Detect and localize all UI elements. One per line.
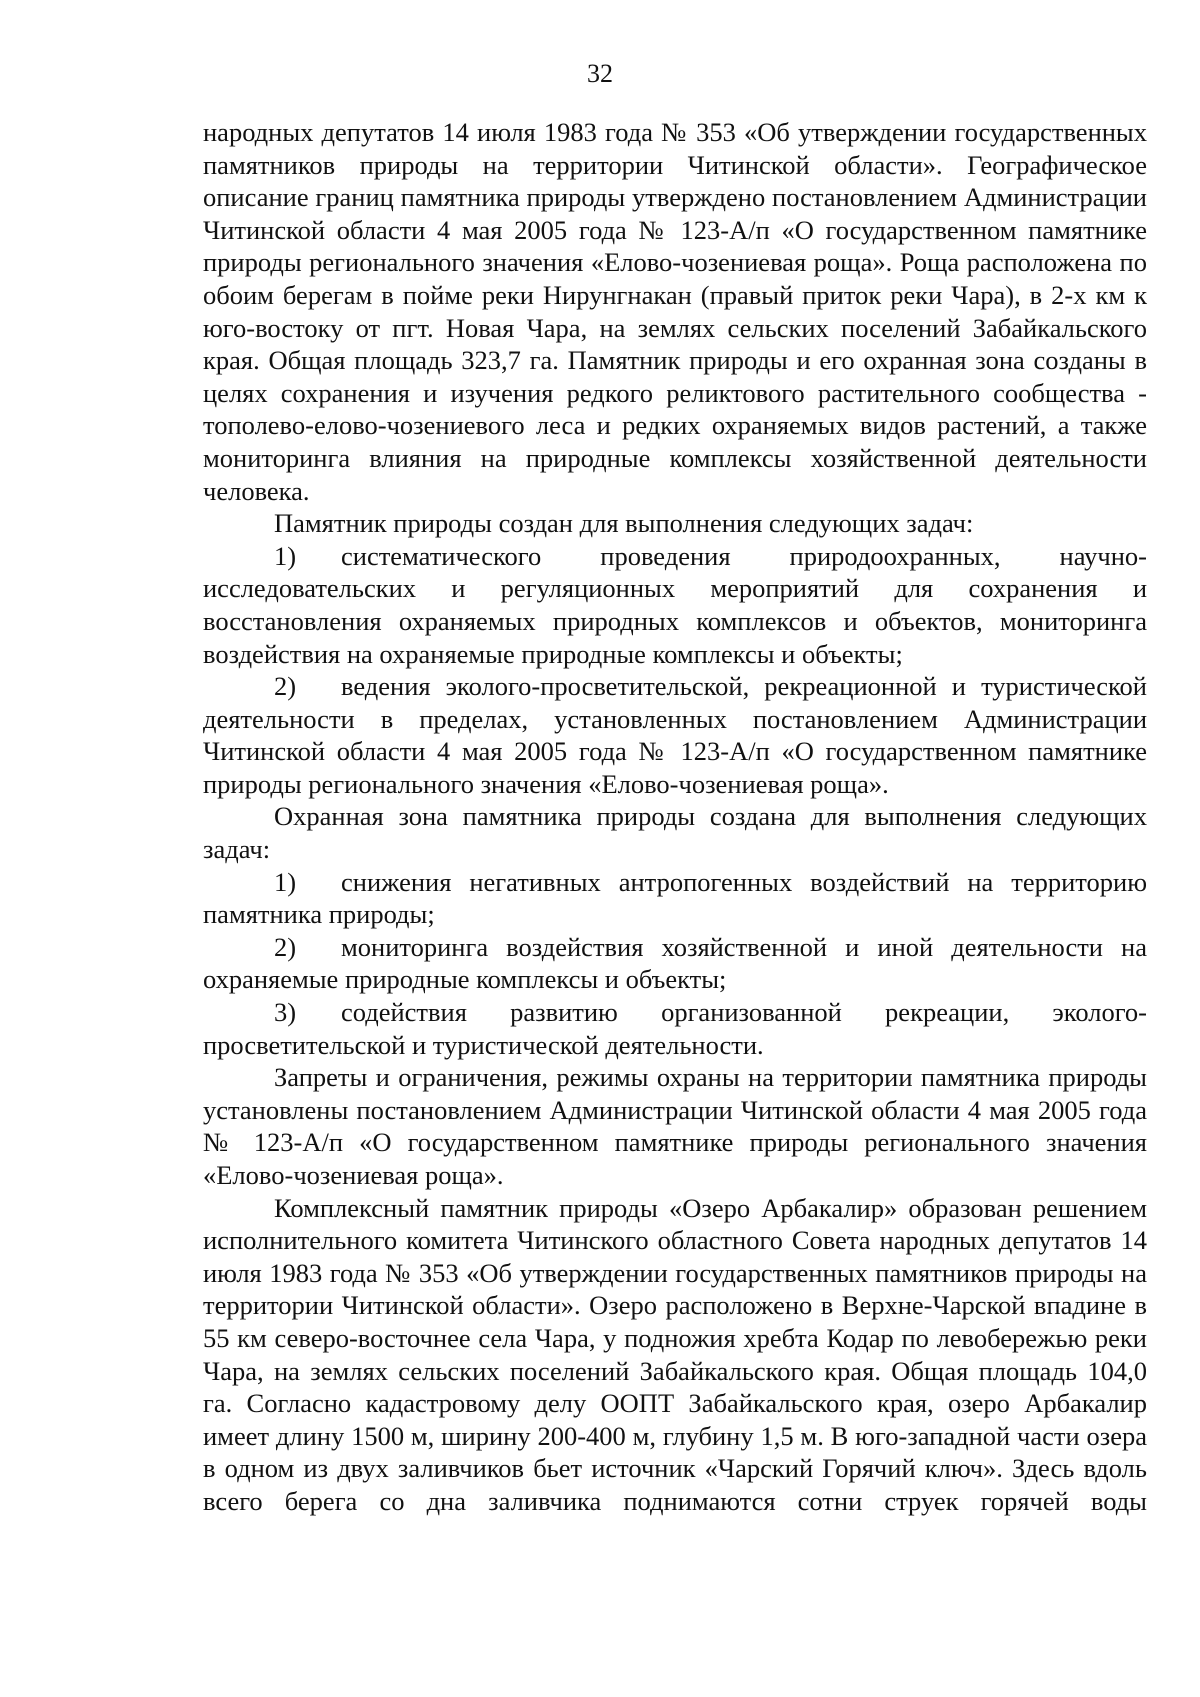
list-item-text: мониторинга воздействия хозяйственной и иной деятельности на охраняемые природные комплексы и объекты; xyxy=(203,931,1147,995)
list-item-number: 3) xyxy=(274,997,297,1028)
page-number: 32 xyxy=(587,59,613,88)
list-item-text: систематического проведения природоохранных, научно-исследовательских и регуляционных мероприятий для сохранения и восстановления охраняемых природных комплексов и объектов, мониторинга воздействия на охраняемые природные комплексы и объекты; xyxy=(203,540,1147,669)
list-item-number: 1) xyxy=(274,866,297,897)
list-item-text: ведения эколого-просветительской, рекреационной и туристической деятельности в пределах, установленных постановлением Администрации Читинской области 4 мая 2005 года № 123-А/п «О государственном памятнике природы регионального значения «Елово-чозениевая роща». xyxy=(203,671,1147,799)
list-item-text: содействия развитию организованной рекреации, эколого-просветительской и туристической деятельности. xyxy=(203,997,1147,1060)
list-item-number: 1) xyxy=(274,540,297,571)
document-body xyxy=(203,116,1147,1518)
list-item-buffer-task-2 xyxy=(203,931,1147,996)
paragraph-buffer-zone-tasks-intro: Охранная зона памятника природы создана для выполнения следующих задач: xyxy=(203,801,1147,865)
list-item-number: 2) xyxy=(274,931,297,962)
list-item-buffer-task-3 xyxy=(203,996,1147,1061)
list-item-monument-task-2 xyxy=(203,670,1147,800)
list-item-buffer-task-1 xyxy=(203,866,1147,931)
list-item-text: снижения негативных антропогенных воздействий на территорию памятника природы; xyxy=(203,866,1147,930)
paragraph-prohibitions: Запреты и ограничения, режимы охраны на территории памятника природы установлены постановлением Администрации Читинской области 4 мая 2005 года № 123-А/п «О государственном памятнике природы регионального значения «Елово-чозениевая роща». xyxy=(203,1062,1147,1190)
paragraph-elovo-chozenievaya-description: народных депутатов 14 июля 1983 года № 353 «Об утверждении государственных памятников природы на территории Читинской области». Географическое описание границ памятника природы утверждено постановлением Администрации Читинской области 4 мая 2005 года № 123-А/п «О государственном памятнике природы регионального значения «Елово-чозениевая роща». Роща расположена по обоим берегам в пойме реки Нирунгнакан (правый приток реки Чара), в 2-х км к юго-востоку от пгт. Новая Чара, на землях сельских поселений Забайкальского края. Общая площадь 323,7 га. Памятник природы и его охранная зона созданы в целях сохранения и изучения редкого реликтового растительного сообщества - тополево-елово-чозениевого леса и редких охраняемых видов растений, а также мониторинга влияния на природные комплексы хозяйственной деятельности человека. xyxy=(203,117,1147,506)
list-item-number: 2) xyxy=(274,671,297,702)
list-item-monument-task-1 xyxy=(203,540,1147,670)
paragraph-monument-tasks-intro: Памятник природы создан для выполнения следующих задач: xyxy=(274,508,974,539)
paragraph-arbakalir-description: Комплексный памятник природы «Озеро Арбакалир» образован решением исполнительного комитета Читинского областного Совета народных депутатов 14 июля 1983 года № 353 «Об утверждении государственных памятников природы на территории Читинской области». Озеро расположено в Верхне-Чарской впадине в 55 км северо-восточнее села Чара, у подножия хребта Кодар по левобережью реки Чара, на землях сельских поселений Забайкальского края. Общая площадь 104,0 га. Согласно кадастровому делу ООПТ Забайкальского края, озеро Арбакалир имеет длину 1500 м, ширину 200-400 м, глубину 1,5 м. В юго-западной части озера в одном из двух заливчиков бьет источник «Чарский Горячий ключ». Здесь вдоль всего берега со дна заливчика поднимаются сотни струек горячей воды xyxy=(203,1192,1147,1516)
